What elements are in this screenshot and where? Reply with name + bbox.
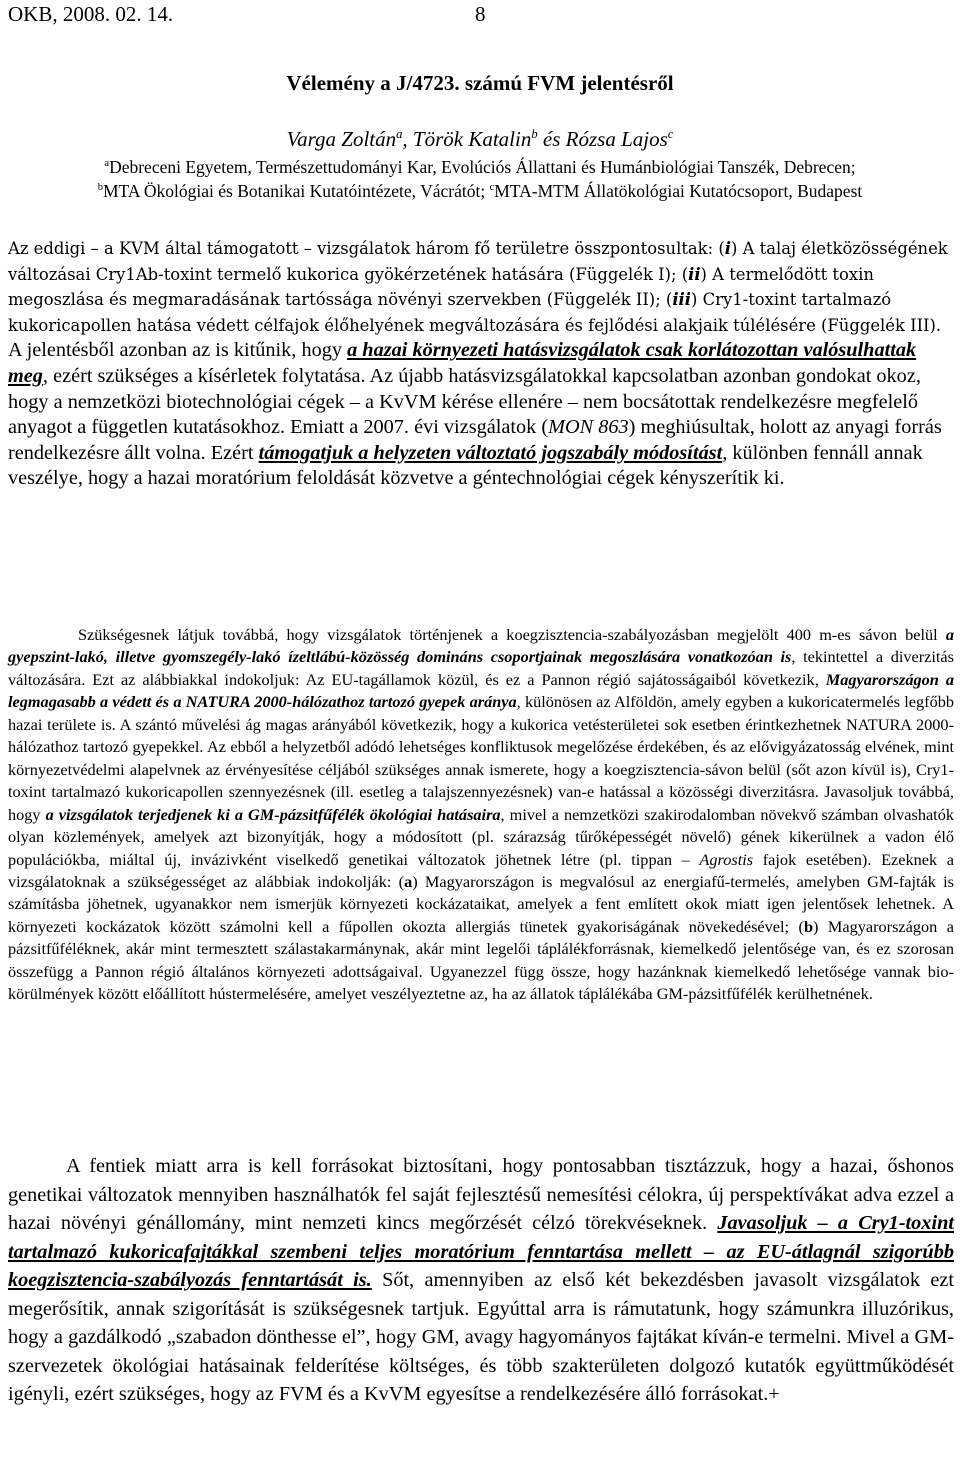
text-run: iii — [672, 290, 692, 310]
text-run: , tekintettel a diverzitás változására. Ezt az alábbiakkal indokoljuk: Az EU-tagállamok közül, és ez a Pannon régió sajátosságaiból következik, — [8, 647, 954, 689]
text-run: ) Cry1-toxint tartalmazó kukoricapollen hatása védett célfajok élőhelyének megváltozására és fejlődési alakjaik túlélésére (Függelék III). — [8, 290, 942, 335]
emphasis-text: Magyarországon a legmagasabb a védett és a NATURA 2000-hálózathoz tartozó gyepek aránya — [8, 669, 954, 712]
affiliation-sup-b: b — [97, 182, 103, 194]
affiliation-sup-a: a — [104, 158, 110, 170]
author-1-sup: a — [396, 127, 403, 141]
emphasis-text: támogatjuk a helyzeten változtató jogszabály módosítást — [258, 441, 723, 464]
author-separator: , — [402, 127, 413, 151]
text-run: a — [404, 871, 413, 891]
author-2-sup: b — [531, 127, 538, 141]
text-run: ) Magyarországon a pázsitfűféléknek, akár mint termesztett szálastakarmánynak, akár mint legelői táplálékforrásnak, kiemelkedő jelentősége van, és ez szorosan összefügg a Pannon régió általános környezeti adottságaival. Ugyanezzel függ össze, hogy hazánknak kiemelkedő lehetősége vannak bio-körülmények között előállított hústermelésére, amelyet veszélyeztetne az, ha az állatok táplálékába GM-pázsitfűfélék kerülhetnének. — [8, 916, 955, 1004]
affiliation-c: MTA-MTM Állatökológiai Kutatócsoport, Budapest — [494, 181, 863, 201]
affiliation-line-1 — [8, 157, 952, 178]
author-3-sup: c — [667, 127, 674, 141]
text-run: A fentiek miatt arra is kell forrásokat biztosítani, hogy pontosabban tisztázzuk, hogy a hazai, őshonos genetikai változatok mennyiben használhatók fel saját fejlesztésű nemesítési célokra, új perspektívákat adva ezzel a hazai növényi génállomány, mint nemzeti kincs megőrzését célzó törekvéseknek. — [8, 1155, 954, 1234]
author-separator: és — [537, 127, 566, 151]
text-run: Agrostis — [699, 849, 754, 869]
text-run: Szükségesnek látjuk továbbá, hogy vizsgálatok történjenek a koegzisztencia-szabályozásban megjelölt 400 m-es sávon belül — [78, 625, 946, 644]
header-date: OKB, 2008. 02. 14. — [8, 2, 174, 26]
affiliation-line-2 — [8, 181, 952, 202]
text-run: i — [724, 239, 731, 258]
text-run: , mivel a nemzetközi szakirodalomban növekvő számban olvashatók olyan közlemények, amelyek azt bizonyítják, hogy a módosított (pl. szárazság tűrőképességét növelő) gének kikerülnek a vadon élő populációkba, miáltal új, invázivként viselkedő genetikai változatok jöhetnek létre (pl. tippan – — [8, 804, 954, 869]
author-2: Török Katalin — [412, 127, 532, 151]
emphasis-text: a vizsgálatok terjedjenek ki a GM-pázsitfűfélék ökológiai hatásaira — [45, 804, 501, 824]
affiliation-b: MTA Ökológiai és Botanikai Kutatóintézete, Vácrátót; — [102, 181, 490, 201]
text-run: MON 863 — [548, 416, 629, 439]
author-line — [0, 127, 960, 152]
text-run: Az eddigi – a KVM által támogatott – vizsgálatok három fő területre összpontosultak: ( — [8, 239, 725, 258]
paragraph-2 — [8, 624, 954, 1006]
paragraph-1 — [8, 236, 952, 492]
text-run: ii — [688, 264, 701, 284]
page-number: 8 — [475, 2, 486, 26]
text-run: ) A termelődött toxin megoszlása és megmaradásának tartóssága növényi szervekben (Függelék II); ( — [8, 264, 874, 310]
emphasis-text: Javasoljuk – a Cry1-toxint tartalmazó kukoricafajtákkal szembeni teljes moratórium fenntartása mellett – az EU-átlagnál szigorúbb koegzisztencia-szabályozás fenntartását is. — [8, 1212, 954, 1291]
text-run: , különben fennáll annak veszélye, hogy a hazai moratórium feloldását közvetve a géntechnológiai cégek kényszerítik ki. — [8, 441, 923, 490]
emphasis-text: a hazai környezeti hatásvizsgálatok csak korlátozottan valósulhattak meg — [8, 339, 917, 387]
text-run: ) Magyarországon is megvalósul az energiafű-termelés, amelyben GM-fajták is számításba jöhetnek, ugyanakkor nem ismerjük környezeti kockázataikat, amelyek a fent említett okok miatt igen jelentősek lehetnek. A környezeti kockázatok között számolni kell a fűpollen okozta allergiás tünetek gyakoriságának növekedésével; ( — [8, 871, 954, 936]
author-3: Rózsa Lajos — [565, 127, 668, 151]
text-run: b — [803, 916, 814, 936]
document-title: Vélemény a J/4723. számú FVM jelentésről — [286, 71, 674, 95]
text-run: ) meghiúsultak, holott az anyagi forrás rendelkezésre állt volna. Ezért — [8, 416, 942, 464]
text-run: A jelentésből azonban az is kitűnik, hogy — [8, 339, 348, 362]
author-1: Varga Zoltán — [286, 127, 397, 151]
affiliation-sup-c: c — [489, 182, 495, 194]
page-header — [8, 2, 952, 32]
text-run: , különösen az Alföldön, amely egyben a kukoricatermelés legfőbb hazai területe is. A szántó művelési ág magas arányából következik, hogy a kukorica vetésterületei sok esetben érintkezhetnek NATURA 2000-hálózathoz tartozó gyepekkel. Az ebből a helyzetből adódó lehetséges konfliktusok megelőzése érdekében, és az elővigyázatosság elvének, mint környezetvédelmi alapelvnek az érvényesítése céljából szükséges annak ismerete, hogy a koegzisztencia-sávon belül (sőt azon kívül is), Cry1-toxint tartalmazó kukoricapollen szennyezésnek (ill. esetleg a talajszennyezésnek) van-e hatással a közösségi diverzitásra. Javasoljuk továbbá, hogy — [8, 692, 954, 824]
emphasis-text: a gyepszint-lakó, illetve gyomszegély-lakó ízeltlábú-közösség domináns csoportjainak megoszlására vonatkozóan is — [8, 625, 954, 667]
text-run: ) A talaj életközösségének változásai Cry1Ab-toxint termelő kukorica gyökérzetének hatására (Függelék I); ( — [8, 239, 948, 284]
paragraph-3 — [8, 1152, 954, 1409]
text-run: , ezért szükséges a kísérletek folytatása. Az újabb hatásvizsgálatokkal kapcsolatban azonban gondokat okoz, hogy a nemzetközi biotechnológiai cégek – a KvVM kérése ellenére – nem bocsátottak rendelkezésre megfelelő anyagot a független kutatásokhoz. Emiatt a 2007. évi vizsgálatok ( — [8, 364, 921, 439]
affiliation-a: Debreceni Egyetem, Természettudományi Kar, Evolúciós Állattani és Humánbiológiai Tanszék, Debrecen; — [109, 157, 856, 177]
text-run: Sőt, amennyiben az első két bekezdésben javasolt vizsgálatok ezt megerősítik, annak szigorítását is szükségesnek tartjuk. Egyúttal arra is rámutatunk, hogy számunkra illuzórikus, hogy a gazdálkodó „szabadon dönthesse el”, hogy GM, avagy hagyományos fajtákat kíván-e termelni. Mivel a GM-szervezetek ökológiai hatásainak felderítése költséges, és több szakterületen dolgozó kutatók együttműködését igényli, ezért szükséges, hogy az FVM és a KvVM egyesítse a rendelkezésére álló forrásokat.+ — [8, 1269, 954, 1405]
text-run: fajok esetében). Ezeknek a vizsgálatoknak a szükségességet az alábbiak indokolják: ( — [8, 849, 954, 891]
